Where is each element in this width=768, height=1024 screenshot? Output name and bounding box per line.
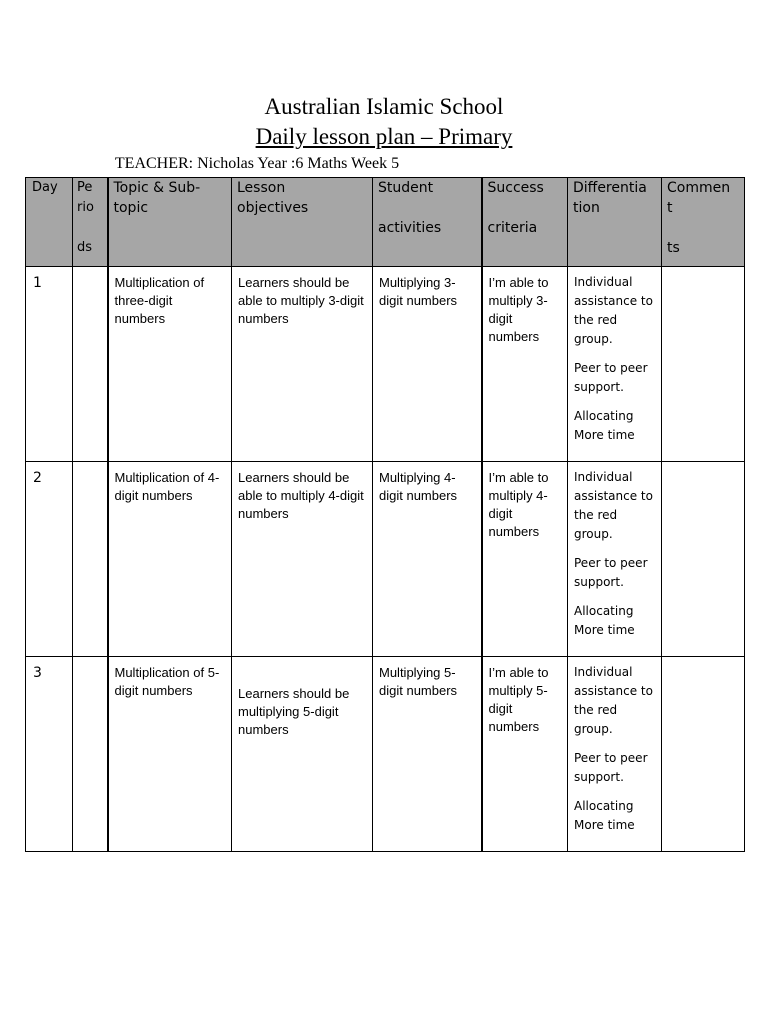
objectives-cell: Learners should be able to multiply 3-digit numbers [232, 267, 373, 462]
column-header-criteria: Success criteria [482, 178, 568, 267]
topic-cell: Multiplication of three-digit numbers [108, 267, 232, 462]
table-row [26, 657, 745, 852]
table-row [26, 267, 745, 462]
criteria-cell: I’m able to multiply 4-digit numbers [482, 462, 568, 657]
differentiation-item: Individual assistance to the red group. [574, 275, 653, 346]
differentiation-item: Peer to peer support. [574, 751, 648, 784]
day-cell: 2 [26, 462, 73, 657]
differentiation-cell [568, 462, 662, 657]
objectives-cell: Learners should be able to multiply 4-digit numbers [232, 462, 373, 657]
column-header-objectives: Lesson objectives [232, 178, 373, 267]
comments-cell [662, 657, 745, 852]
activities-cell: Multiplying 5-digit numbers [373, 657, 482, 852]
column-header-differentiation: Differentia tion [568, 178, 662, 267]
activities-cell: Multiplying 3-digit numbers [373, 267, 482, 462]
differentiation-item: Allocating More time [574, 604, 635, 637]
table-row [26, 462, 745, 657]
differentiation-item: Allocating More time [574, 409, 635, 442]
teacher-line: TEACHER: Nicholas Year :6 Maths Week 5 [114, 155, 400, 172]
topic-cell: Multiplication of 4-digit numbers [108, 462, 232, 657]
differentiation-cell [568, 267, 662, 462]
differentiation-item: Individual assistance to the red group. [574, 470, 653, 541]
column-header-comments: Commen t ts [662, 178, 745, 267]
column-header-activities: Student activities [373, 178, 482, 267]
periods-cell [73, 657, 108, 852]
periods-cell [73, 267, 108, 462]
differentiation-item: Individual assistance to the red group. [574, 665, 653, 736]
school-name: Australian Islamic School [264, 94, 504, 119]
header-row [26, 178, 745, 267]
column-header-periods: Pe rio ds [73, 178, 108, 267]
differentiation-item: Peer to peer support. [574, 556, 648, 589]
lesson-plan-table [25, 177, 745, 852]
topic-cell: Multiplication of 5-digit numbers [108, 657, 232, 852]
criteria-cell: I’m able to multiply 5-digit numbers [482, 657, 568, 852]
differentiation-item: Peer to peer support. [574, 361, 648, 394]
comments-cell [662, 267, 745, 462]
differentiation-cell [568, 657, 662, 852]
objectives-cell: Learners should be multiplying 5-digit numbers [232, 657, 373, 852]
plan-title: Daily lesson plan – Primary [255, 124, 513, 149]
comments-cell [662, 462, 745, 657]
differentiation-item: Allocating More time [574, 799, 635, 832]
column-header-topic: Topic & Sub- topic [108, 178, 232, 267]
criteria-cell: I’m able to multiply 3-digit numbers [482, 267, 568, 462]
column-header-day: Day [26, 178, 73, 267]
activities-cell: Multiplying 4-digit numbers [373, 462, 482, 657]
periods-cell [73, 462, 108, 657]
day-cell: 3 [26, 657, 73, 852]
day-cell: 1 [26, 267, 73, 462]
